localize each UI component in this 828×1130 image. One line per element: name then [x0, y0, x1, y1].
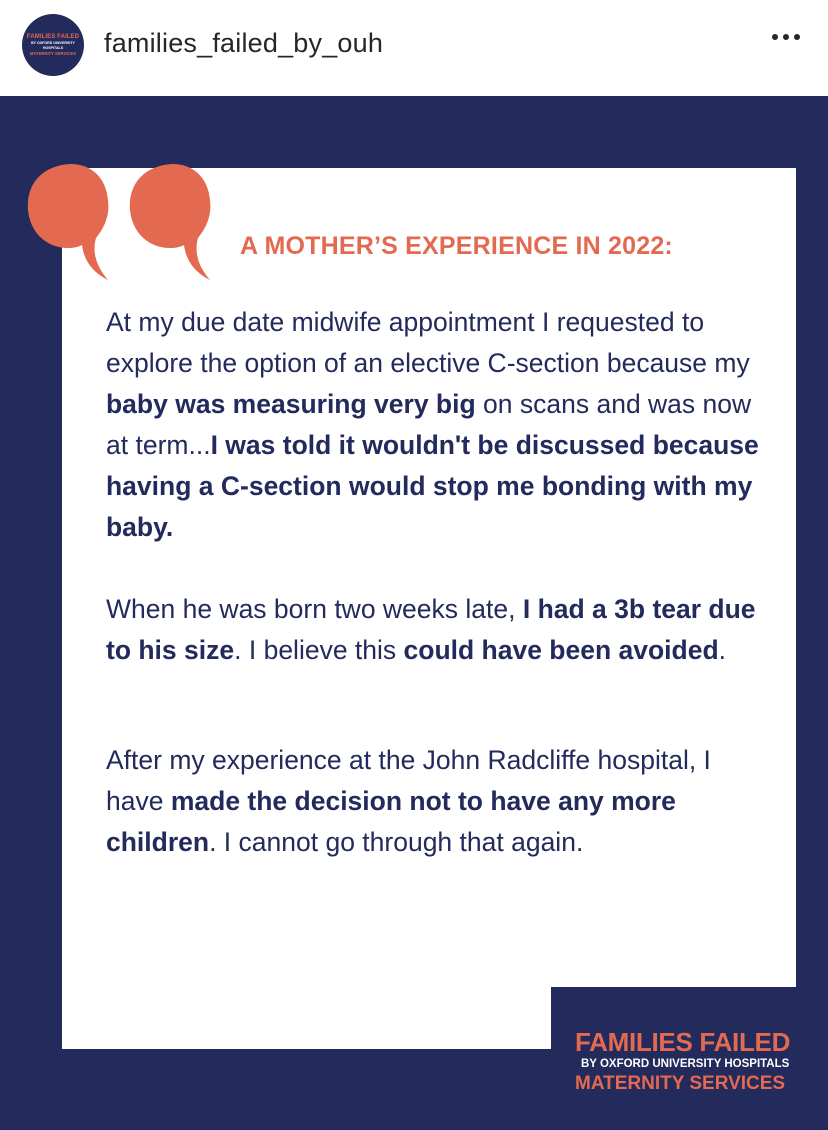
logo-subtitle: BY OXFORD UNIVERSITY HOSPITALS [581, 1058, 790, 1070]
avatar[interactable] [22, 14, 84, 76]
dot [772, 34, 778, 40]
paragraph-1-text: on scans and was now at term... [106, 389, 752, 460]
avatar-text-line3: MATERNITY SERVICES [29, 51, 77, 56]
post-header [0, 0, 828, 96]
post-heading: A MOTHER’S EXPERIENCE IN 2022: [240, 232, 673, 260]
paragraph-2 [106, 589, 766, 671]
paragraph-3 [106, 740, 766, 863]
avatar-text-line1: FAMILIES FAILED [26, 34, 80, 40]
username-link[interactable]: families_failed_by_ouh [104, 28, 384, 58]
dot [783, 34, 789, 40]
paragraph-1-text: At my due date midwife appointment I requested to explore the option of an elective C-section because my [106, 307, 750, 378]
logo-tagline: MATERNITY SERVICES [575, 1073, 786, 1094]
paragraph-2-text: . [718, 635, 727, 665]
paragraph-3-bold: made the decision not to have any more children [106, 786, 676, 857]
post-image [0, 96, 828, 1130]
paragraph-2-bold: could have been avoided [403, 635, 719, 665]
brand-logo [551, 987, 828, 1130]
quote-marks-icon [22, 144, 232, 284]
paragraph-1-bold: I was told it wouldn't be discussed because having a C-section would stop me bonding with my baby. [106, 430, 759, 542]
paragraph-2-text: . I believe this [234, 635, 404, 665]
paragraph-2-text: When he was born two weeks late, [106, 594, 523, 624]
paragraph-3-text: After my experience at the John Radcliffe hospital, I have [106, 745, 711, 816]
logo-title: FAMILIES FAILED [575, 1027, 791, 1057]
paragraph-3-text: . I cannot go through that again. [209, 827, 584, 857]
avatar-text-line2: BY OXFORD UNIVERSITY HOSPITALS [31, 41, 75, 50]
paragraph-2-bold: I had a 3b tear due to his size [106, 594, 756, 665]
more-options-icon[interactable] [772, 34, 800, 40]
dot [794, 34, 800, 40]
paragraph-1-bold: baby was measuring very big [106, 389, 476, 419]
paragraph-1 [106, 302, 766, 548]
